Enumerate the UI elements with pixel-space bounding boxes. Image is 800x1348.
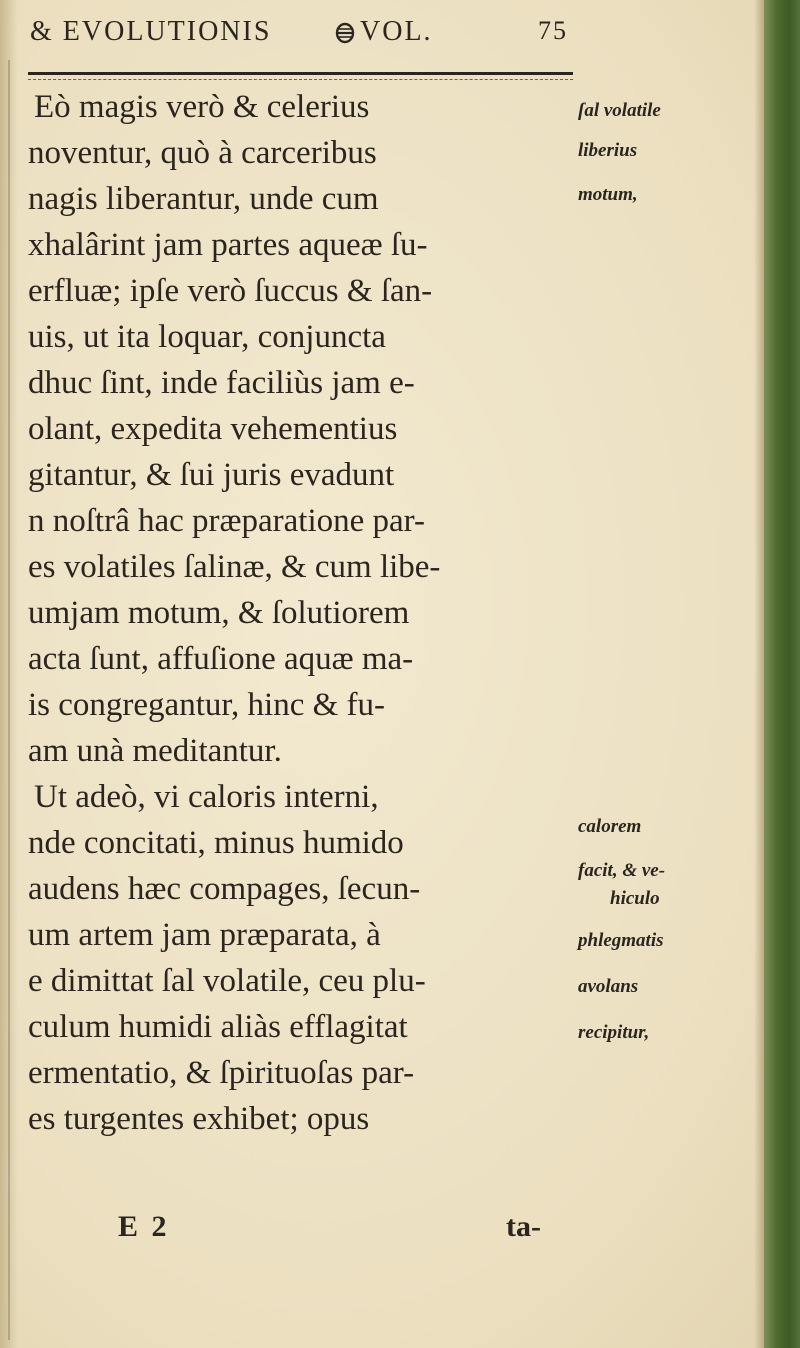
text-line: es turgentes exhibet; opus <box>28 1101 370 1137</box>
text-line: nagis liberantur, unde cum <box>28 181 379 217</box>
text-line: acta ſunt, affuſione aquæ ma- <box>28 641 414 677</box>
marginal-note: facit, & ve- <box>578 860 666 881</box>
text-line: n noſtrâ hac præparatione par- <box>28 503 425 539</box>
signature-mark: E 2 <box>118 1210 170 1243</box>
gutter-shadow <box>754 0 764 1348</box>
margin-rule <box>8 60 10 1340</box>
head-rule <box>28 72 573 80</box>
marginal-note: liberius <box>578 140 638 161</box>
text-line: uis, ut ita loquar, conjuncta <box>28 319 386 355</box>
marginal-note: avolans <box>578 976 639 997</box>
page-number: 75 <box>538 16 568 45</box>
text-line: audens hæc compages, ſecun- <box>28 871 421 907</box>
text-line: culum humidi aliàs efflagitat <box>28 1009 408 1045</box>
alchemical-symbol-icon <box>335 22 355 44</box>
text-line: olant, expedita vehementius <box>28 411 398 447</box>
text-line: es volatiles ſalinæ, & cum libe- <box>28 549 441 585</box>
text-line: noventur, quò à carceribus <box>28 135 377 171</box>
marginal-note: hiculo <box>610 888 660 909</box>
text-line: xhalârint jam partes aqueæ ſu- <box>28 227 428 263</box>
running-head-volume: VOL. <box>360 16 433 47</box>
text-line: nde concitati, minus humido <box>28 825 404 861</box>
text-line: am unà meditantur. <box>28 733 282 769</box>
catchword: ta- <box>506 1210 541 1243</box>
text-line: dhuc ſint, inde faciliùs jam e- <box>28 365 415 401</box>
marginal-note: motum, <box>578 184 638 205</box>
text-line: is congregantur, hinc & fu- <box>28 687 385 723</box>
text-line: Ut adeò, vi caloris interni, <box>34 779 379 815</box>
text-line: um artem jam præparata, à <box>28 917 381 953</box>
text-line: ermentatio, & ſpirituoſas par- <box>28 1055 415 1091</box>
green-spine-binding <box>764 0 800 1348</box>
text-line: e dimittat ſal volatile, ceu plu- <box>28 963 426 999</box>
marginal-note: recipitur, <box>578 1022 650 1043</box>
marginal-note: phlegmatis <box>578 930 664 951</box>
running-head-title: & EVOLUTIONIS <box>30 16 272 47</box>
text-line: umjam motum, & ſolutiorem <box>28 595 410 631</box>
text-line: gitantur, & ſui juris evadunt <box>28 457 395 493</box>
text-line: Eò magis verò & celerius <box>34 89 370 125</box>
marginal-note: calorem <box>578 816 642 837</box>
text-line: erfluæ; ipſe verò ſuccus & ſan- <box>28 273 433 309</box>
marginal-note: ſal volatile <box>578 100 661 121</box>
running-head <box>30 14 590 54</box>
